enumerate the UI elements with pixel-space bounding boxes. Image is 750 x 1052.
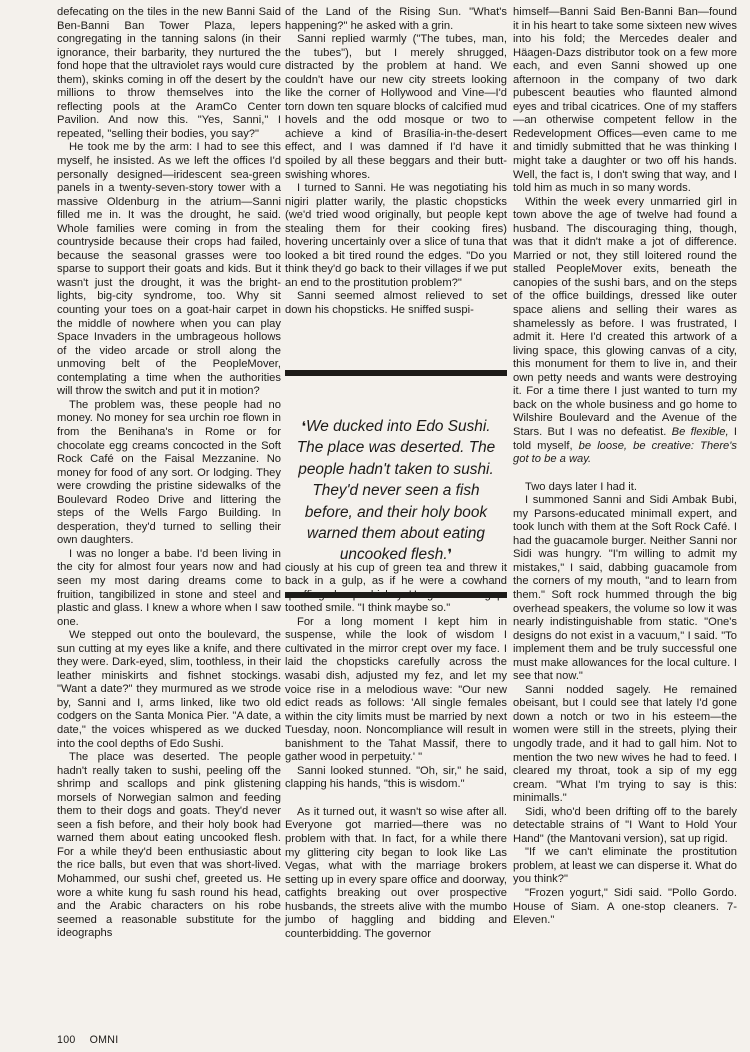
paragraph: ciously at his cup of green tea and threw it back in a gulp, as if he were a cowhand toothed smile. "I think maybe so." bbox=[285, 561, 507, 615]
pull-quote-top-rule bbox=[285, 370, 507, 376]
folio bbox=[57, 1034, 132, 1046]
paragraph: defecating on the tiles in the new Banni Said Ben-Banni Ban Tower Plaza, lepers congregating in the tanning salons (in their ignorance, their barbarity, they nurtured the fond hope that the ultraviolet rays would cure them), skinks coming in off the desert by the millions to throw themselves into the reflecting pools at the AramCo Center Pavilion. And now this. "Yes, Sanni," I repeated, "selling their bodies, you say?" bbox=[57, 6, 281, 140]
paragraph: "If we can't eliminate the prostitution problem, at least we can disperse it. What do you think?" bbox=[513, 846, 737, 886]
paragraph: Sidi, who'd been drifting off to the barely detectable strains of "I Want to Hold Your Hand" (the Mantovani version), sat up rigid. bbox=[513, 805, 737, 845]
paragraph: Two days later I had it. bbox=[525, 480, 637, 493]
paragraph: Sanni seemed almost relieved to set down his chopsticks. He sniffed suspi- bbox=[285, 290, 507, 317]
article-column-1 bbox=[57, 6, 281, 941]
italic-phrase: Be flexible, bbox=[671, 425, 729, 438]
paragraph: Sanni nodded sagely. He remained obeisant, but I could see that lately I'd gone down a notch or two in his esteem—the women were still in the streets, plying their ungodly trade, and it had to gall him. Not to mention the two new wives he had to feed. I cleared my throat, took a sip of my egg cream. "What I'm trying to say is this: minimalls." bbox=[513, 683, 737, 805]
pull-quote-body: We ducked into Edo Sushi. The place was deserted. The people hadn't taken to sushi. They'd never seen a fish before, and their holy book warned them about eating uncooked flesh. bbox=[296, 418, 496, 564]
pull-quote-text bbox=[293, 416, 499, 566]
paragraph bbox=[513, 196, 737, 467]
paragraph: himself—Banni Said Ben-Banni Ban—found it in his heart to take some sixteen new wives into his fold; the Mercedes dealer and Häagen-Dazs distributor took on a few more each, and even Sanni showed up one afternoon in the company of two dark pubescent beauties who flaunted almond eyes and tribal cicatrices. One of my staffers—an otherwise competent fellow in the Redevelopment Offices—even came to me and timidly submitted that he was thinking I might take a daughter or two off his hands. Well, the fact is, I don't swing that way, and I told him as much in so many words. bbox=[513, 6, 737, 195]
paragraph-text: I told myself, bbox=[513, 425, 738, 452]
close-quote-mark-icon: ❜ bbox=[447, 546, 453, 563]
paragraph: I was no longer a babe. I'd been living in the city for almost four years now and had seen my most daring dreams come to fruition, tangibilized in stone and steel and plastic and glass. I knew a whore when I saw one. bbox=[57, 547, 281, 628]
paragraph: As it turned out, it wasn't so wise after all. Everyone got married—there was no problem with that. In fact, for a while there my glittering city began to look like Las Vegas, what with the marriage brokers setting up in every spare office and doorway, catfights breaking out over prospective husbands, the streets alive with the mumbo jumbo of haggling and bidding and counterbidding. The governor bbox=[285, 805, 507, 940]
pull-quote-bottom-rule bbox=[285, 592, 507, 598]
paragraph: For a long moment I kept him in suspense, while the look of wisdom I cultivated in the mirror crept over my face. I laid the chopsticks carefully across the wasabi dish, adjusted my fez, and let my voice rise in a melodious wave: "Our new edict reads as follows: 'All single females within the city limits must be married by next Tuesday, noon. Noncompliance will result in banishment to the Tahat Massif, there to gather wood in perpetuity.' " bbox=[285, 615, 507, 764]
paragraph: "Frozen yogurt," Sidi said. "Pollo Gordo. House of Siam. A one-stop cleaners. 7-Eleven." bbox=[513, 887, 737, 927]
paragraph: I summoned Sanni and Sidi Ambak Bubi, my Parsons-educated minimall expert, and took lunch with them at the Soft Rock Café. I had the guacamole burger. Neither Sanni nor Sidi was hungry. "I'm willing to admit my mistakes," I said, dabbing guacamole from the corners of my mouth, "and to learn from them." Soft rock hummed through the big overhead speakers, the volume so low it was nearly indistinguishable from static. "One's designs do not exist in a vacuum," I said. "To implement them and be truly successful one must make allowances for the local culture. I see that now." bbox=[513, 494, 737, 683]
italic-phrase: be loose, be creative: There's got to be a way. bbox=[513, 439, 737, 466]
magazine-name: OMNI bbox=[89, 1034, 119, 1046]
paragraph: We stepped out onto the boulevard, the sun cutting at my eyes like a knife, and there they were. Dark-eyed, slim, toothless, in their leather miniskirts and fishnet stockings. "Want a date?" they murmured as we strode by, Sanni and I, arms linked, like two old codgers on the Santa Monica Pier. "A date, a date," the voices whispered as we ducked into the cool depths of Edo Sushi. bbox=[57, 629, 281, 750]
paragraph: I turned to Sanni. He was negotiating his nigiri platter warily, the plastic chopsticks (we'd tried wood originally, but people kept stealing them for their cooking fires) hovering uncertainly over a slice of tuna that looked a bit tired round the edges. "Do you think they'd go back to their villages if we put an end to the prostitution problem?" bbox=[285, 182, 507, 289]
page-number: 100 bbox=[57, 1034, 76, 1046]
paragraph: Sanni looked stunned. "Oh, sir," he said, clapping his hands, "this is wisdom." bbox=[285, 764, 507, 791]
article-column-3 bbox=[513, 6, 737, 928]
paragraph: of the Land of the Rising Sun. "What's happening?" he asked with a grin. bbox=[285, 6, 507, 32]
paragraph: The problem was, these people had no money. No money for sea urchin roe flown in from the Benihana's in Rome or for chocolate egg creams concocted in the Soft Rock Café on the Faisal Mezzanine. No money for food of any sort. Or lodging. They were crowding the pristine sidewalks of the Boulevard Rodeo Drive and littering the steps of the Wells Fargo Building. In desperation, they'd turned to selling their own daughters. bbox=[57, 398, 281, 547]
paragraph: Sanni replied warmly ("The tubes, man, the tubes"), but I merely shrugged, distracted by the problem at hand. We couldn't have our new city streets looking like the corner of Hollywood and Vine—I'd torn down ten square blocks of calcified mud hovels and the odd mosque or two to achieve a kind of Brasília-in-the-desert effect, and I was damned if I'd have it spoiled by all these beggars and their butt-swishing whores. bbox=[285, 33, 507, 181]
paragraph-text: Within the week every unmarried girl in town above the age of twelve had found a husband. The discouraging thing, though, was that it didn't make a jot of difference. Married or not, they still loitered round the stalled PeopleMover exits, beneath the canopies of the sushi bars, and on the steps of the office buildings, dressed like outer space aliens and selling their wares as shamelessly as before. I was frustrated, I admit it. Here I'd created this artwork of a living space, this glowing canvas of a city, this monument for them to live in, and their own petty needs and wants were destroying it. For a time there I just wanted to turn my back on the whole business and go home to Wilshire Boulevard and the Avenue of the Stars. But I was no defeatist. bbox=[513, 195, 737, 438]
paragraph: He took me by the arm: I had to see this myself, he insisted. As we left the offices I'd personally designed—iridescent sea-green panels in a twenty-seven-story tower with a massive Oldenburg in the atrium—Sanni filled me in. It was the drought, he said. Whole families were coming in from the countryside because their crops had failed, because the seasonal grasses were too sparse to support their goats and kids. But it wasn't just the drought, it was the bright-lights, big-city syndrome, too. Why sit counting your toes on a goat-hair carpet in the middle of nowhere when you can play Space Invaders in the umbrageous hollows of the video arcade or stroll along the unmoving belt of the PeopleMover, contemplating a time when the authorities will throw the switch and put it in motion? bbox=[57, 141, 281, 398]
open-quote-mark-icon: ❛ bbox=[301, 418, 306, 434]
paragraph: The place was deserted. The people hadn't really taken to sushi, peeling off the shrimp and scallops and pink glistening morsels of Norwegian salmon and feeding them to their dogs and goats. They'd never seen a fish before, and their holy book had warned them about eating uncooked flesh. For a while they'd been enthusiastic about the rice balls, but even that was short-lived. Mohammed, our sushi chef, greeted us. He wore a white kung fu sash round his head, and the Arabic characters on his robe seemed a reasonable substitute for the ideographs bbox=[57, 751, 281, 940]
pull-quote bbox=[285, 370, 507, 598]
